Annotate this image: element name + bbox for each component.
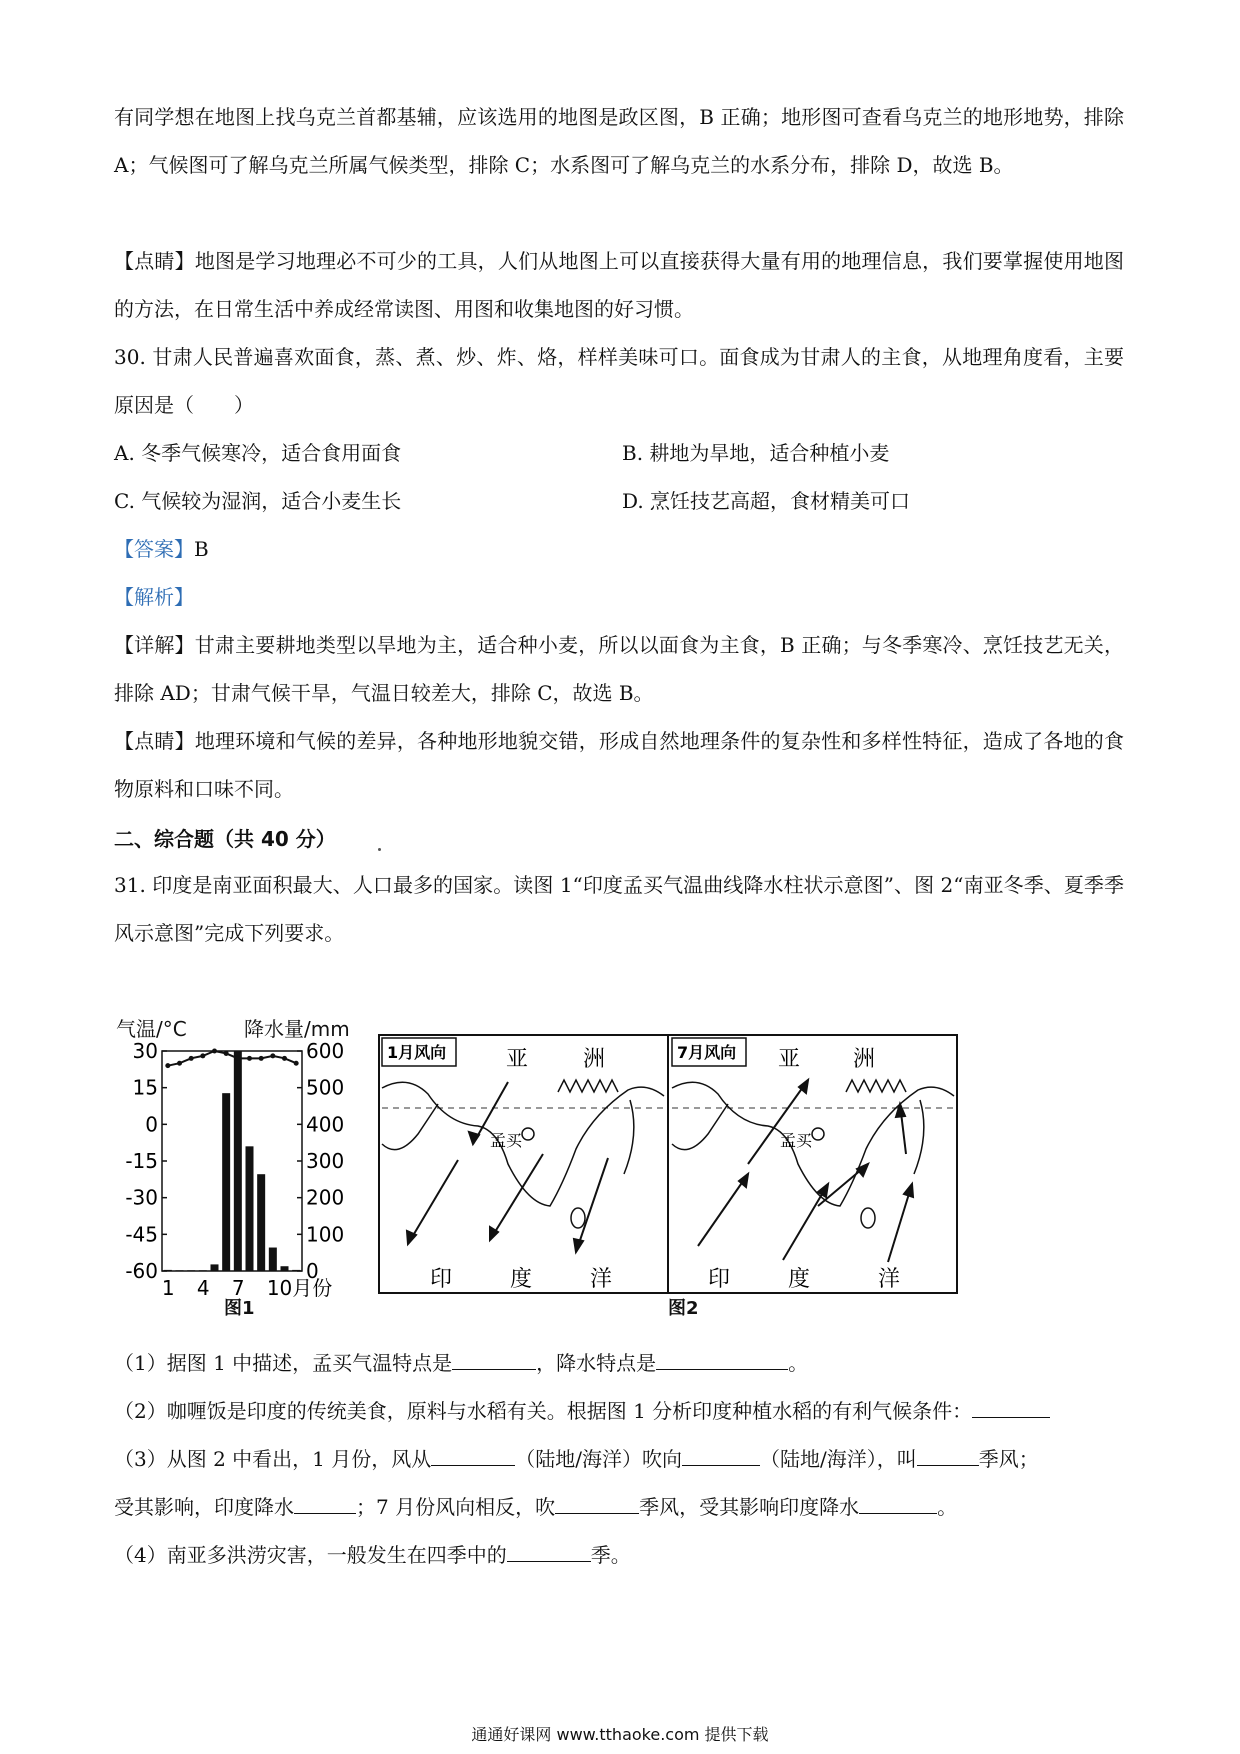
precip-bar (199, 1270, 207, 1271)
temp-curve (168, 1051, 296, 1066)
temp-point (165, 1063, 170, 1068)
sub3-text-b: （陆地/海洋）吹向 (515, 1447, 682, 1471)
asia-char-1: 亚 (506, 1047, 529, 1072)
precip-bar (187, 1270, 195, 1271)
sub3-text-h: 。 (937, 1495, 958, 1519)
q30-detail: 【详解】甘肃主要耕地类型以旱地为主，适合种小麦，所以以面食为主食，B 正确；与冬季寒冷、烹饪技艺无关，排除 AD；甘肃气候干旱，气温日较差大，排除 C，故选 B。 (114, 633, 1124, 705)
ocean-char-2: 度 (788, 1267, 811, 1292)
left-tick-label: 15 (132, 1075, 158, 1100)
right-axis-label: 降水量/mm (244, 1017, 350, 1041)
q30-option-b: B. 耕地为旱地，适合种植小麦 (622, 441, 890, 465)
blank-rice-conditions[interactable] (972, 1397, 1050, 1418)
precip-bar (222, 1093, 230, 1271)
panel1-title: 1月风向 (387, 1043, 447, 1062)
ocean-char-2: 度 (510, 1267, 533, 1292)
sub4-text-b: 季。 (590, 1543, 631, 1567)
temp-point (212, 1049, 217, 1054)
x-tick-label: 7 (231, 1276, 245, 1300)
sri-lanka (571, 1208, 585, 1228)
q30-answer (114, 525, 209, 573)
precip-bar (211, 1264, 219, 1271)
ocean-char-3: 洋 (878, 1267, 901, 1292)
right-tick-label: 100 (306, 1222, 345, 1247)
blank-monsoon-jul[interactable] (555, 1493, 639, 1514)
fig2-caption: 图2 (668, 1298, 699, 1319)
q30-option-a: A. 冬季气候寒冷，适合食用面食 (114, 441, 402, 465)
q30-dianjing: 【点睛】地理环境和气候的差异，各种地形地貌交错，形成自然地理条件的复杂性和多样性特征，造成了各地的食物原料和口味不同。 (114, 729, 1124, 801)
city-label: 孟买 (490, 1131, 523, 1150)
stray-dot (378, 848, 381, 851)
mumbai-marker (522, 1128, 534, 1140)
asia-char-2: 洲 (853, 1047, 876, 1072)
sub2-text: （2）咖喱饭是印度的传统美食，原料与水稻有关。根据图 1 分析印度种植水稻的有利气候条件： (114, 1399, 973, 1423)
right-tick-label: 200 (306, 1185, 345, 1210)
x-tick-label: 10月份 (266, 1276, 333, 1300)
precip-bar (257, 1174, 265, 1271)
sri-lanka (861, 1208, 875, 1228)
plot-frame (162, 1051, 302, 1271)
blank-precip-jan[interactable] (294, 1493, 356, 1514)
fig1-caption: 图1 (224, 1298, 255, 1319)
left-tick-label: 0 (145, 1112, 158, 1137)
q31-sub3-line2 (114, 1483, 957, 1531)
q31-sub1 (114, 1339, 808, 1387)
q30-analysis-label: 【解析】 (114, 585, 194, 609)
right-tick-label: 600 (306, 1039, 345, 1063)
sub4-text-a: （4）南亚多洪涝灾害，一般发生在四季中的 (114, 1543, 507, 1567)
blank-wind-to[interactable] (682, 1445, 760, 1466)
blank-wind-from[interactable] (431, 1445, 515, 1466)
left-axis-label: 气温/°C (116, 1017, 187, 1041)
ocean-char-1: 印 (708, 1267, 731, 1292)
q31-sub2 (114, 1387, 1050, 1435)
sub3-text-e: 受其影响，印度降水 (114, 1495, 294, 1519)
x-tick-label: 1 (161, 1276, 175, 1300)
blank-precip-feature[interactable] (656, 1349, 788, 1370)
blank-flood-season[interactable] (507, 1541, 591, 1562)
precip-bar (234, 1051, 242, 1271)
q30-option-c: C. 气候较为湿润，适合小麦生长 (114, 489, 402, 513)
left-tick-label: 30 (132, 1039, 158, 1063)
sub3-text-c: （陆地/海洋），叫 (760, 1447, 917, 1471)
sub3-text-a: （3）从图 2 中看出，1 月份，风从 (114, 1447, 432, 1471)
precip-bar (164, 1270, 172, 1271)
temp-point (270, 1053, 275, 1058)
precip-bar (176, 1270, 184, 1271)
temp-point (294, 1061, 299, 1066)
answer-value: B (194, 537, 209, 561)
left-tick-label: -15 (125, 1149, 158, 1173)
temp-point (235, 1056, 240, 1061)
section-heading: 二、综合题（共 40 分） (114, 827, 336, 851)
temp-point (282, 1056, 287, 1061)
asia-char-1: 亚 (778, 1047, 801, 1072)
sub3-text-g: 季风，受其影响印度降水 (639, 1495, 860, 1519)
right-tick-label: 300 (306, 1149, 345, 1173)
x-tick-label: 4 (196, 1276, 210, 1300)
blank-precip-jul[interactable] (859, 1493, 937, 1514)
precip-bar (292, 1270, 300, 1271)
left-tick-label: -45 (125, 1222, 158, 1247)
temp-point (247, 1056, 252, 1061)
page-footer: 通通好课网 www.tthaoke.com 提供下载 (471, 1725, 769, 1744)
climate-chart (114, 1010, 374, 1310)
temp-point (177, 1061, 182, 1066)
right-tick-label: 0 (306, 1259, 319, 1283)
prev-dianjing: 【点睛】地图是学习地理必不可少的工具，人们从地图上可以直接获得大量有用的地理信息，我们要掌握使用地图的方法，在日常生活中养成经常读图、用图和收集地图的好习惯。 (114, 249, 1124, 321)
temp-point (224, 1051, 229, 1056)
blank-temp-feature[interactable] (452, 1349, 536, 1370)
panel2-title: 7月风向 (677, 1043, 737, 1062)
city-label: 孟买 (780, 1131, 813, 1150)
sub1-text-c: 。 (788, 1351, 809, 1375)
ocean-char-3: 洋 (590, 1267, 613, 1292)
mumbai-marker (812, 1128, 824, 1140)
q30-stem: 30. 甘肃人民普遍喜欢面食，蒸、煮、炒、炸、烙，样样美味可口。面食成为甘肃人的主食，从地理角度看，主要原因是（ ） (114, 345, 1124, 417)
asia-char-2: 洲 (583, 1047, 606, 1072)
temp-point (189, 1056, 194, 1061)
q31-sub3-line1 (114, 1435, 1039, 1483)
left-tick-label: -30 (125, 1185, 158, 1210)
prev-explanation: 有同学想在地图上找乌克兰首都基辅，应该选用的地图是政区图，B 正确；地形图可查看乌克兰的地形地势，排除 A；气候图可了解乌克兰所属气候类型，排除 C；水系图可了解乌克兰的水系分布，排除 D，故选 B。 (114, 105, 1124, 177)
precip-bar (246, 1146, 254, 1271)
q31-sub4 (114, 1531, 631, 1579)
right-tick-label: 400 (306, 1112, 345, 1137)
precip-bar (281, 1266, 289, 1271)
sub3-text-d: 季风； (978, 1447, 1039, 1471)
ocean-char-1: 印 (430, 1267, 453, 1292)
sub1-text-a: （1）据图 1 中描述，孟买气温特点是 (114, 1351, 453, 1375)
q31-stem: 31. 印度是南亚面积最大、人口最多的国家。读图 1“印度孟买气温曲线降水柱状示意图”、图 2“南亚冬季、夏季季风示意图”完成下列要求。 (114, 873, 1124, 945)
monsoon-map (378, 1034, 958, 1296)
right-tick-label: 500 (306, 1075, 345, 1100)
q30-option-d: D. 烹饪技艺高超，食材精美可口 (622, 489, 911, 513)
left-tick-label: -60 (125, 1259, 158, 1283)
sub3-text-f: ；7 月份风向相反，吹 (356, 1495, 556, 1519)
temp-point (200, 1053, 205, 1058)
answer-label: 【答案】 (114, 537, 194, 561)
precip-bar (269, 1248, 277, 1271)
sub1-text-b: ，降水特点是 (536, 1351, 657, 1375)
blank-monsoon-jan[interactable] (917, 1445, 979, 1466)
temp-point (259, 1056, 264, 1061)
